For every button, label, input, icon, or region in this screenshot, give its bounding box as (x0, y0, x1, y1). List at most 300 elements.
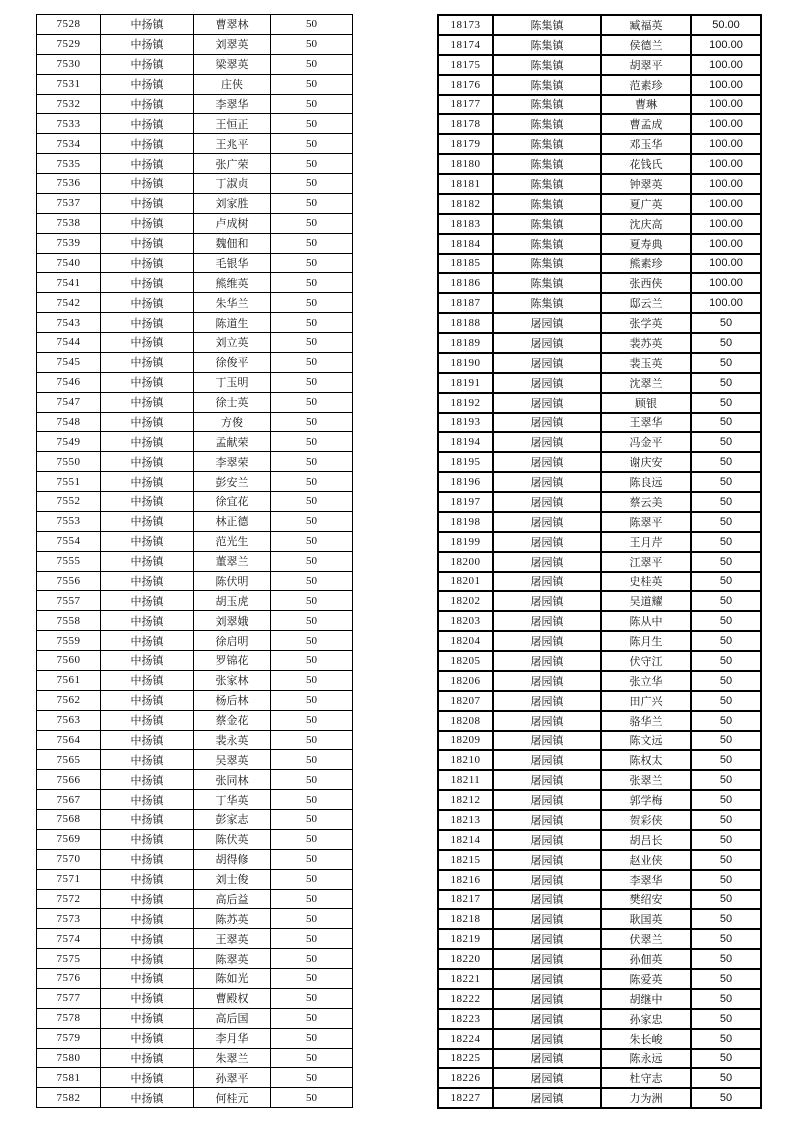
name-cell: 陈月生 (601, 631, 691, 651)
name-cell: 钟翠英 (601, 174, 691, 194)
amount-cell: 50 (691, 333, 761, 353)
town-cell: 屠园镇 (493, 1029, 601, 1049)
amount-cell: 100.00 (691, 114, 761, 134)
amount-cell: 50 (691, 750, 761, 770)
name-cell: 夏广英 (601, 194, 691, 214)
id-cell: 7555 (37, 551, 101, 571)
table-row (438, 154, 761, 174)
table-row (37, 432, 353, 452)
amount-cell: 50 (271, 770, 353, 790)
amount-cell: 50 (691, 731, 761, 751)
town-cell: 中扬镇 (101, 710, 194, 730)
town-cell: 中扬镇 (101, 651, 194, 671)
town-cell: 屠园镇 (493, 989, 601, 1009)
table-row (37, 472, 353, 492)
table-row (438, 572, 761, 592)
table-row (37, 531, 353, 551)
table-row (37, 571, 353, 591)
town-cell: 陈集镇 (493, 55, 601, 75)
name-cell: 裴玉英 (601, 353, 691, 373)
table-row (438, 472, 761, 492)
town-cell: 中扬镇 (101, 929, 194, 949)
id-cell: 7548 (37, 412, 101, 432)
amount-cell: 50 (271, 372, 353, 392)
id-cell: 18218 (438, 909, 493, 929)
amount-cell: 50 (691, 492, 761, 512)
name-cell: 伏守江 (601, 651, 691, 671)
amount-cell: 50 (271, 988, 353, 1008)
amount-cell: 100.00 (691, 194, 761, 214)
town-cell: 中扬镇 (101, 988, 194, 1008)
town-cell: 屠园镇 (493, 870, 601, 890)
table-row (438, 194, 761, 214)
town-cell: 陈集镇 (493, 174, 601, 194)
id-cell: 7565 (37, 750, 101, 770)
name-cell: 裴苏英 (601, 333, 691, 353)
name-cell: 蔡金花 (194, 710, 271, 730)
name-cell: 罗锦花 (194, 651, 271, 671)
table-row (37, 1048, 353, 1068)
table-row (37, 333, 353, 353)
id-cell: 18209 (438, 731, 493, 751)
town-cell: 陈集镇 (493, 273, 601, 293)
table-row (438, 989, 761, 1009)
amount-cell: 50 (271, 810, 353, 830)
town-cell: 中扬镇 (101, 15, 194, 35)
name-cell: 孙翠平 (194, 1068, 271, 1088)
name-cell: 陈文远 (601, 731, 691, 751)
amount-cell: 50 (271, 531, 353, 551)
name-cell: 王翠英 (194, 929, 271, 949)
id-cell: 18226 (438, 1068, 493, 1088)
table-row (438, 949, 761, 969)
town-cell: 中扬镇 (101, 492, 194, 512)
town-cell: 陈集镇 (493, 194, 601, 214)
table-row (438, 969, 761, 989)
id-cell: 18212 (438, 790, 493, 810)
id-cell: 18207 (438, 691, 493, 711)
right-table (437, 14, 762, 1109)
id-cell: 18215 (438, 850, 493, 870)
name-cell: 夏寿典 (601, 234, 691, 254)
table-row (37, 1028, 353, 1048)
town-cell: 中扬镇 (101, 293, 194, 313)
name-cell: 何桂元 (194, 1088, 271, 1108)
table-row (438, 273, 761, 293)
amount-cell: 50 (271, 929, 353, 949)
table-row (37, 611, 353, 631)
table-row (37, 372, 353, 392)
town-cell: 中扬镇 (101, 1068, 194, 1088)
name-cell: 孙佃英 (601, 949, 691, 969)
town-cell: 中扬镇 (101, 790, 194, 810)
name-cell: 李月华 (194, 1028, 271, 1048)
town-cell: 中扬镇 (101, 670, 194, 690)
id-cell: 7549 (37, 432, 101, 452)
left-table-body (37, 15, 353, 1108)
town-cell: 中扬镇 (101, 611, 194, 631)
town-cell: 中扬镇 (101, 392, 194, 412)
table-row (37, 670, 353, 690)
amount-cell: 100.00 (691, 293, 761, 313)
town-cell: 中扬镇 (101, 74, 194, 94)
id-cell: 18227 (438, 1088, 493, 1108)
town-cell: 中扬镇 (101, 432, 194, 452)
table-row (438, 1068, 761, 1088)
id-cell: 7532 (37, 94, 101, 114)
table-row (438, 15, 761, 35)
town-cell: 中扬镇 (101, 114, 194, 134)
town-cell: 中扬镇 (101, 213, 194, 233)
id-cell: 18174 (438, 35, 493, 55)
town-cell: 屠园镇 (493, 353, 601, 373)
amount-cell: 50 (271, 631, 353, 651)
name-cell: 裴永英 (194, 730, 271, 750)
id-cell: 7545 (37, 352, 101, 372)
name-cell: 孟献荣 (194, 432, 271, 452)
id-cell: 18221 (438, 969, 493, 989)
table-row (37, 15, 353, 35)
town-cell: 屠园镇 (493, 890, 601, 910)
amount-cell: 50 (271, 193, 353, 213)
id-cell: 18188 (438, 313, 493, 333)
amount-cell: 50 (271, 1028, 353, 1048)
id-cell: 18193 (438, 413, 493, 433)
name-cell: 邓玉华 (601, 134, 691, 154)
table-row (37, 690, 353, 710)
name-cell: 曹孟成 (601, 114, 691, 134)
name-cell: 毛银华 (194, 253, 271, 273)
table-row (37, 750, 353, 770)
id-cell: 7558 (37, 611, 101, 631)
id-cell: 7542 (37, 293, 101, 313)
amount-cell: 50 (691, 313, 761, 333)
amount-cell: 50 (271, 611, 353, 631)
id-cell: 7544 (37, 333, 101, 353)
name-cell: 刘立英 (194, 333, 271, 353)
name-cell: 王兆平 (194, 134, 271, 154)
name-cell: 魏佃和 (194, 233, 271, 253)
name-cell: 丁玉明 (194, 372, 271, 392)
amount-cell: 50 (691, 591, 761, 611)
id-cell: 18185 (438, 254, 493, 274)
name-cell: 陈道生 (194, 313, 271, 333)
id-cell: 18205 (438, 651, 493, 671)
name-cell: 刘士俊 (194, 869, 271, 889)
id-cell: 18210 (438, 750, 493, 770)
table-row (438, 55, 761, 75)
amount-cell: 50 (691, 691, 761, 711)
town-cell: 屠园镇 (493, 591, 601, 611)
amount-cell: 50 (271, 1048, 353, 1068)
id-cell: 7536 (37, 174, 101, 194)
table-row (438, 393, 761, 413)
name-cell: 陈从中 (601, 611, 691, 631)
town-cell: 中扬镇 (101, 909, 194, 929)
id-cell: 18180 (438, 154, 493, 174)
name-cell: 邸云兰 (601, 293, 691, 313)
table-row (438, 890, 761, 910)
name-cell: 李翠荣 (194, 452, 271, 472)
name-cell: 王翠华 (601, 413, 691, 433)
id-cell: 18211 (438, 770, 493, 790)
amount-cell: 50 (691, 413, 761, 433)
name-cell: 彭家志 (194, 810, 271, 830)
amount-cell: 50 (691, 830, 761, 850)
table-row (438, 35, 761, 55)
amount-cell: 50 (271, 750, 353, 770)
table-row (37, 392, 353, 412)
id-cell: 18201 (438, 572, 493, 592)
name-cell: 花钱氏 (601, 154, 691, 174)
town-cell: 中扬镇 (101, 412, 194, 432)
id-cell: 18214 (438, 830, 493, 850)
table-row (37, 929, 353, 949)
amount-cell: 50 (271, 54, 353, 74)
amount-cell: 50 (271, 909, 353, 929)
name-cell: 吴翠英 (194, 750, 271, 770)
table-row (438, 353, 761, 373)
name-cell: 范素珍 (601, 75, 691, 95)
id-cell: 18203 (438, 611, 493, 631)
id-cell: 7556 (37, 571, 101, 591)
id-cell: 7537 (37, 193, 101, 213)
town-cell: 中扬镇 (101, 94, 194, 114)
table-row (438, 234, 761, 254)
amount-cell: 50 (271, 452, 353, 472)
town-cell: 屠园镇 (493, 691, 601, 711)
id-cell: 7557 (37, 591, 101, 611)
name-cell: 卢成树 (194, 213, 271, 233)
amount-cell: 50 (691, 1029, 761, 1049)
table-row (37, 591, 353, 611)
name-cell: 熊素珍 (601, 254, 691, 274)
town-cell: 中扬镇 (101, 869, 194, 889)
name-cell: 陈翠英 (194, 949, 271, 969)
amount-cell: 50 (271, 1088, 353, 1108)
id-cell: 18220 (438, 949, 493, 969)
town-cell: 中扬镇 (101, 372, 194, 392)
id-cell: 7566 (37, 770, 101, 790)
id-cell: 7550 (37, 452, 101, 472)
town-cell: 屠园镇 (493, 671, 601, 691)
town-cell: 屠园镇 (493, 552, 601, 572)
town-cell: 中扬镇 (101, 730, 194, 750)
id-cell: 18224 (438, 1029, 493, 1049)
town-cell: 屠园镇 (493, 432, 601, 452)
name-cell: 吴道耀 (601, 591, 691, 611)
id-cell: 7538 (37, 213, 101, 233)
town-cell: 中扬镇 (101, 969, 194, 989)
name-cell: 伏翠兰 (601, 929, 691, 949)
table-row (438, 552, 761, 572)
table-row (37, 810, 353, 830)
amount-cell: 100.00 (691, 35, 761, 55)
town-cell: 屠园镇 (493, 611, 601, 631)
amount-cell: 50 (271, 889, 353, 909)
town-cell: 陈集镇 (493, 95, 601, 115)
amount-cell: 50 (691, 671, 761, 691)
town-cell: 中扬镇 (101, 352, 194, 372)
id-cell: 7575 (37, 949, 101, 969)
amount-cell: 50 (691, 1049, 761, 1069)
id-cell: 18208 (438, 711, 493, 731)
name-cell: 张学英 (601, 313, 691, 333)
town-cell: 中扬镇 (101, 333, 194, 353)
amount-cell: 50 (271, 551, 353, 571)
amount-cell: 50 (271, 829, 353, 849)
town-cell: 陈集镇 (493, 154, 601, 174)
table-row (37, 909, 353, 929)
town-cell: 中扬镇 (101, 472, 194, 492)
amount-cell: 100.00 (691, 174, 761, 194)
id-cell: 7570 (37, 849, 101, 869)
id-cell: 18202 (438, 591, 493, 611)
id-cell: 18183 (438, 214, 493, 234)
table-row (438, 929, 761, 949)
town-cell: 陈集镇 (493, 214, 601, 234)
table-row (438, 1029, 761, 1049)
town-cell: 中扬镇 (101, 1088, 194, 1108)
town-cell: 中扬镇 (101, 690, 194, 710)
town-cell: 屠园镇 (493, 651, 601, 671)
name-cell: 林正德 (194, 511, 271, 531)
table-row (37, 174, 353, 194)
town-cell: 陈集镇 (493, 293, 601, 313)
amount-cell: 100.00 (691, 55, 761, 75)
table-row (37, 1068, 353, 1088)
town-cell: 屠园镇 (493, 1068, 601, 1088)
id-cell: 7535 (37, 154, 101, 174)
town-cell: 中扬镇 (101, 233, 194, 253)
amount-cell: 50 (271, 253, 353, 273)
id-cell: 7533 (37, 114, 101, 134)
id-cell: 18173 (438, 15, 493, 35)
id-cell: 7564 (37, 730, 101, 750)
table-row (37, 213, 353, 233)
table-row (37, 770, 353, 790)
town-cell: 陈集镇 (493, 75, 601, 95)
table-row (438, 591, 761, 611)
amount-cell: 50 (691, 711, 761, 731)
amount-cell: 100.00 (691, 273, 761, 293)
table-row (438, 95, 761, 115)
table-row (37, 94, 353, 114)
town-cell: 屠园镇 (493, 631, 601, 651)
table-row (438, 313, 761, 333)
table-row (438, 214, 761, 234)
id-cell: 7578 (37, 1008, 101, 1028)
table-row (37, 114, 353, 134)
amount-cell: 50 (691, 770, 761, 790)
id-cell: 7546 (37, 372, 101, 392)
table-row (37, 134, 353, 154)
name-cell: 陈永远 (601, 1049, 691, 1069)
amount-cell: 50 (271, 34, 353, 54)
id-cell: 7554 (37, 531, 101, 551)
name-cell: 臧福英 (601, 15, 691, 35)
table-row (438, 1009, 761, 1029)
id-cell: 7568 (37, 810, 101, 830)
id-cell: 7528 (37, 15, 101, 35)
name-cell: 朱长峻 (601, 1029, 691, 1049)
amount-cell: 50 (691, 472, 761, 492)
amount-cell: 50 (271, 15, 353, 35)
right-table-body (438, 15, 761, 1108)
name-cell: 李翠华 (601, 870, 691, 890)
name-cell: 胡继中 (601, 989, 691, 1009)
amount-cell: 50 (691, 452, 761, 472)
name-cell: 顾银 (601, 393, 691, 413)
name-cell: 贺彩侠 (601, 810, 691, 830)
table-row (438, 711, 761, 731)
town-cell: 中扬镇 (101, 313, 194, 333)
id-cell: 18176 (438, 75, 493, 95)
town-cell: 屠园镇 (493, 830, 601, 850)
name-cell: 樊绍安 (601, 890, 691, 910)
table-row (37, 253, 353, 273)
town-cell: 陈集镇 (493, 35, 601, 55)
amount-cell: 50 (271, 313, 353, 333)
name-cell: 力为洲 (601, 1088, 691, 1108)
town-cell: 中扬镇 (101, 134, 194, 154)
id-cell: 7529 (37, 34, 101, 54)
name-cell: 冯金平 (601, 432, 691, 452)
amount-cell: 50 (691, 373, 761, 393)
amount-cell: 50 (691, 532, 761, 552)
table-row (438, 254, 761, 274)
town-cell: 屠园镇 (493, 969, 601, 989)
town-cell: 屠园镇 (493, 909, 601, 929)
town-cell: 屠园镇 (493, 711, 601, 731)
id-cell: 18192 (438, 393, 493, 413)
table-row (438, 909, 761, 929)
table-row (438, 631, 761, 651)
town-cell: 中扬镇 (101, 54, 194, 74)
town-cell: 屠园镇 (493, 1088, 601, 1108)
id-cell: 7543 (37, 313, 101, 333)
amount-cell: 50 (271, 690, 353, 710)
town-cell: 屠园镇 (493, 393, 601, 413)
table-row (438, 413, 761, 433)
id-cell: 18187 (438, 293, 493, 313)
id-cell: 7552 (37, 492, 101, 512)
amount-cell: 50 (271, 571, 353, 591)
town-cell: 屠园镇 (493, 572, 601, 592)
name-cell: 郭学梅 (601, 790, 691, 810)
name-cell: 陈苏英 (194, 909, 271, 929)
table-row (438, 512, 761, 532)
name-cell: 史桂英 (601, 572, 691, 592)
town-cell: 陈集镇 (493, 15, 601, 35)
id-cell: 18219 (438, 929, 493, 949)
town-cell: 屠园镇 (493, 929, 601, 949)
town-cell: 中扬镇 (101, 511, 194, 531)
table-row (438, 1049, 761, 1069)
amount-cell: 50 (691, 909, 761, 929)
name-cell: 范光生 (194, 531, 271, 551)
amount-cell: 50 (271, 869, 353, 889)
town-cell: 中扬镇 (101, 949, 194, 969)
name-cell: 胡玉虎 (194, 591, 271, 611)
amount-cell: 50 (271, 352, 353, 372)
town-cell: 屠园镇 (493, 492, 601, 512)
amount-cell: 50 (691, 1068, 761, 1088)
table-row (37, 34, 353, 54)
id-cell: 18197 (438, 492, 493, 512)
town-cell: 屠园镇 (493, 512, 601, 532)
id-cell: 7582 (37, 1088, 101, 1108)
